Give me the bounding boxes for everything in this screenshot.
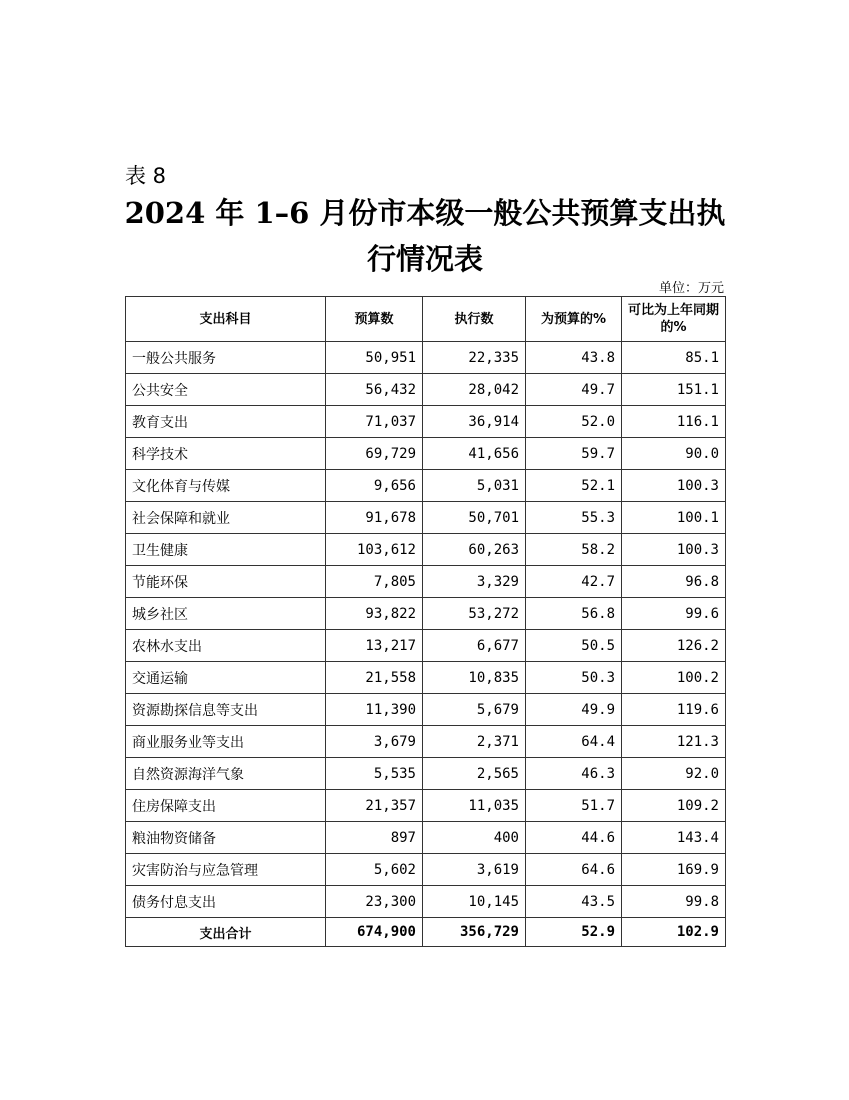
cell-pct-lastyear: 90.0 bbox=[622, 438, 726, 470]
cell-budget: 69,729 bbox=[326, 438, 423, 470]
cell-budget: 9,656 bbox=[326, 470, 423, 502]
table-row bbox=[126, 470, 726, 502]
cell-subject: 教育支出 bbox=[126, 406, 326, 438]
cell-subject: 交通运输 bbox=[126, 662, 326, 694]
cell-pct-budget: 59.7 bbox=[526, 438, 622, 470]
table-row bbox=[126, 342, 726, 374]
header-pct-budget: 为预算的% bbox=[526, 297, 622, 342]
cell-pct-budget: 46.3 bbox=[526, 758, 622, 790]
table-row bbox=[126, 406, 726, 438]
cell-pct-budget: 50.5 bbox=[526, 630, 622, 662]
cell-pct-lastyear: 169.9 bbox=[622, 854, 726, 886]
cell-executed: 400 bbox=[423, 822, 526, 854]
cell-pct-lastyear: 121.3 bbox=[622, 726, 726, 758]
cell-executed: 6,677 bbox=[423, 630, 526, 662]
cell-budget: 3,679 bbox=[326, 726, 423, 758]
cell-subject: 一般公共服务 bbox=[126, 342, 326, 374]
cell-budget: 56,432 bbox=[326, 374, 423, 406]
cell-subject: 文化体育与传媒 bbox=[126, 470, 326, 502]
cell-budget: 21,357 bbox=[326, 790, 423, 822]
cell-subject: 粮油物资储备 bbox=[126, 822, 326, 854]
cell-executed: 2,371 bbox=[423, 726, 526, 758]
cell-pct-lastyear: 116.1 bbox=[622, 406, 726, 438]
cell-executed: 5,679 bbox=[423, 694, 526, 726]
cell-pct-lastyear: 96.8 bbox=[622, 566, 726, 598]
document-title: 2024 年 1–6 月份市本级一般公共预算支出执行情况表 bbox=[124, 196, 726, 276]
cell-pct-budget: 58.2 bbox=[526, 534, 622, 566]
cell-budget: 674,900 bbox=[326, 918, 423, 947]
cell-pct-budget: 50.3 bbox=[526, 662, 622, 694]
table-row bbox=[126, 630, 726, 662]
table-row bbox=[126, 566, 726, 598]
cell-budget: 21,558 bbox=[326, 662, 423, 694]
cell-budget: 5,602 bbox=[326, 854, 423, 886]
cell-subject: 支出合计 bbox=[126, 918, 326, 947]
cell-pct-budget: 52.0 bbox=[526, 406, 622, 438]
table-row bbox=[126, 758, 726, 790]
cell-pct-lastyear: 126.2 bbox=[622, 630, 726, 662]
cell-subject: 科学技术 bbox=[126, 438, 326, 470]
cell-pct-budget: 64.4 bbox=[526, 726, 622, 758]
cell-pct-lastyear: 99.6 bbox=[622, 598, 726, 630]
cell-pct-lastyear: 100.2 bbox=[622, 662, 726, 694]
cell-pct-budget: 51.7 bbox=[526, 790, 622, 822]
table-row bbox=[126, 790, 726, 822]
cell-pct-lastyear: 99.8 bbox=[622, 886, 726, 918]
cell-pct-lastyear: 119.6 bbox=[622, 694, 726, 726]
cell-executed: 11,035 bbox=[423, 790, 526, 822]
cell-pct-budget: 52.9 bbox=[526, 918, 622, 947]
table-row bbox=[126, 374, 726, 406]
cell-budget: 5,535 bbox=[326, 758, 423, 790]
cell-budget: 23,300 bbox=[326, 886, 423, 918]
cell-subject: 社会保障和就业 bbox=[126, 502, 326, 534]
cell-subject: 债务付息支出 bbox=[126, 886, 326, 918]
cell-budget: 91,678 bbox=[326, 502, 423, 534]
cell-pct-lastyear: 92.0 bbox=[622, 758, 726, 790]
cell-budget: 11,390 bbox=[326, 694, 423, 726]
cell-subject: 住房保障支出 bbox=[126, 790, 326, 822]
cell-executed: 60,263 bbox=[423, 534, 526, 566]
header-executed: 执行数 bbox=[423, 297, 526, 342]
cell-pct-budget: 49.9 bbox=[526, 694, 622, 726]
cell-budget: 93,822 bbox=[326, 598, 423, 630]
cell-executed: 50,701 bbox=[423, 502, 526, 534]
cell-budget: 71,037 bbox=[326, 406, 423, 438]
cell-pct-budget: 43.8 bbox=[526, 342, 622, 374]
cell-pct-lastyear: 100.3 bbox=[622, 534, 726, 566]
cell-executed: 3,329 bbox=[423, 566, 526, 598]
table-row bbox=[126, 822, 726, 854]
cell-pct-lastyear: 100.3 bbox=[622, 470, 726, 502]
cell-pct-lastyear: 143.4 bbox=[622, 822, 726, 854]
cell-subject: 资源勘探信息等支出 bbox=[126, 694, 326, 726]
cell-subject: 自然资源海洋气象 bbox=[126, 758, 326, 790]
cell-pct-lastyear: 151.1 bbox=[622, 374, 726, 406]
cell-executed: 36,914 bbox=[423, 406, 526, 438]
cell-executed: 10,835 bbox=[423, 662, 526, 694]
table-row bbox=[126, 854, 726, 886]
header-row bbox=[126, 297, 726, 342]
table-number-label: 表 8 bbox=[125, 164, 167, 188]
cell-pct-lastyear: 109.2 bbox=[622, 790, 726, 822]
cell-executed: 5,031 bbox=[423, 470, 526, 502]
cell-subject: 商业服务业等支出 bbox=[126, 726, 326, 758]
budget-table bbox=[125, 296, 726, 947]
cell-executed: 28,042 bbox=[423, 374, 526, 406]
header-pct-lastyear: 可比为上年同期的% bbox=[622, 297, 726, 342]
cell-budget: 897 bbox=[326, 822, 423, 854]
unit-note: 单位：万元 bbox=[658, 281, 724, 296]
cell-pct-budget: 43.5 bbox=[526, 886, 622, 918]
cell-subject: 灾害防治与应急管理 bbox=[126, 854, 326, 886]
table-body bbox=[126, 342, 726, 947]
cell-pct-budget: 56.8 bbox=[526, 598, 622, 630]
cell-pct-budget: 44.6 bbox=[526, 822, 622, 854]
cell-executed: 22,335 bbox=[423, 342, 526, 374]
cell-budget: 50,951 bbox=[326, 342, 423, 374]
cell-executed: 41,656 bbox=[423, 438, 526, 470]
total-row bbox=[126, 918, 726, 947]
cell-pct-lastyear: 100.1 bbox=[622, 502, 726, 534]
cell-executed: 10,145 bbox=[423, 886, 526, 918]
table-row bbox=[126, 886, 726, 918]
cell-executed: 356,729 bbox=[423, 918, 526, 947]
cell-pct-budget: 49.7 bbox=[526, 374, 622, 406]
cell-subject: 节能环保 bbox=[126, 566, 326, 598]
header-budget: 预算数 bbox=[326, 297, 423, 342]
cell-subject: 农林水支出 bbox=[126, 630, 326, 662]
cell-subject: 公共安全 bbox=[126, 374, 326, 406]
cell-pct-budget: 55.3 bbox=[526, 502, 622, 534]
table-row bbox=[126, 598, 726, 630]
table-header bbox=[126, 297, 726, 342]
cell-pct-budget: 64.6 bbox=[526, 854, 622, 886]
cell-subject: 城乡社区 bbox=[126, 598, 326, 630]
table-row bbox=[126, 694, 726, 726]
cell-pct-lastyear: 85.1 bbox=[622, 342, 726, 374]
table-row bbox=[126, 662, 726, 694]
cell-subject: 卫生健康 bbox=[126, 534, 326, 566]
cell-pct-budget: 42.7 bbox=[526, 566, 622, 598]
cell-executed: 3,619 bbox=[423, 854, 526, 886]
cell-pct-budget: 52.1 bbox=[526, 470, 622, 502]
cell-budget: 7,805 bbox=[326, 566, 423, 598]
table-row bbox=[126, 726, 726, 758]
cell-executed: 2,565 bbox=[423, 758, 526, 790]
header-subject: 支出科目 bbox=[126, 297, 326, 342]
cell-budget: 103,612 bbox=[326, 534, 423, 566]
table-row bbox=[126, 438, 726, 470]
table-row bbox=[126, 502, 726, 534]
table-row bbox=[126, 534, 726, 566]
cell-executed: 53,272 bbox=[423, 598, 526, 630]
cell-pct-lastyear: 102.9 bbox=[622, 918, 726, 947]
cell-budget: 13,217 bbox=[326, 630, 423, 662]
